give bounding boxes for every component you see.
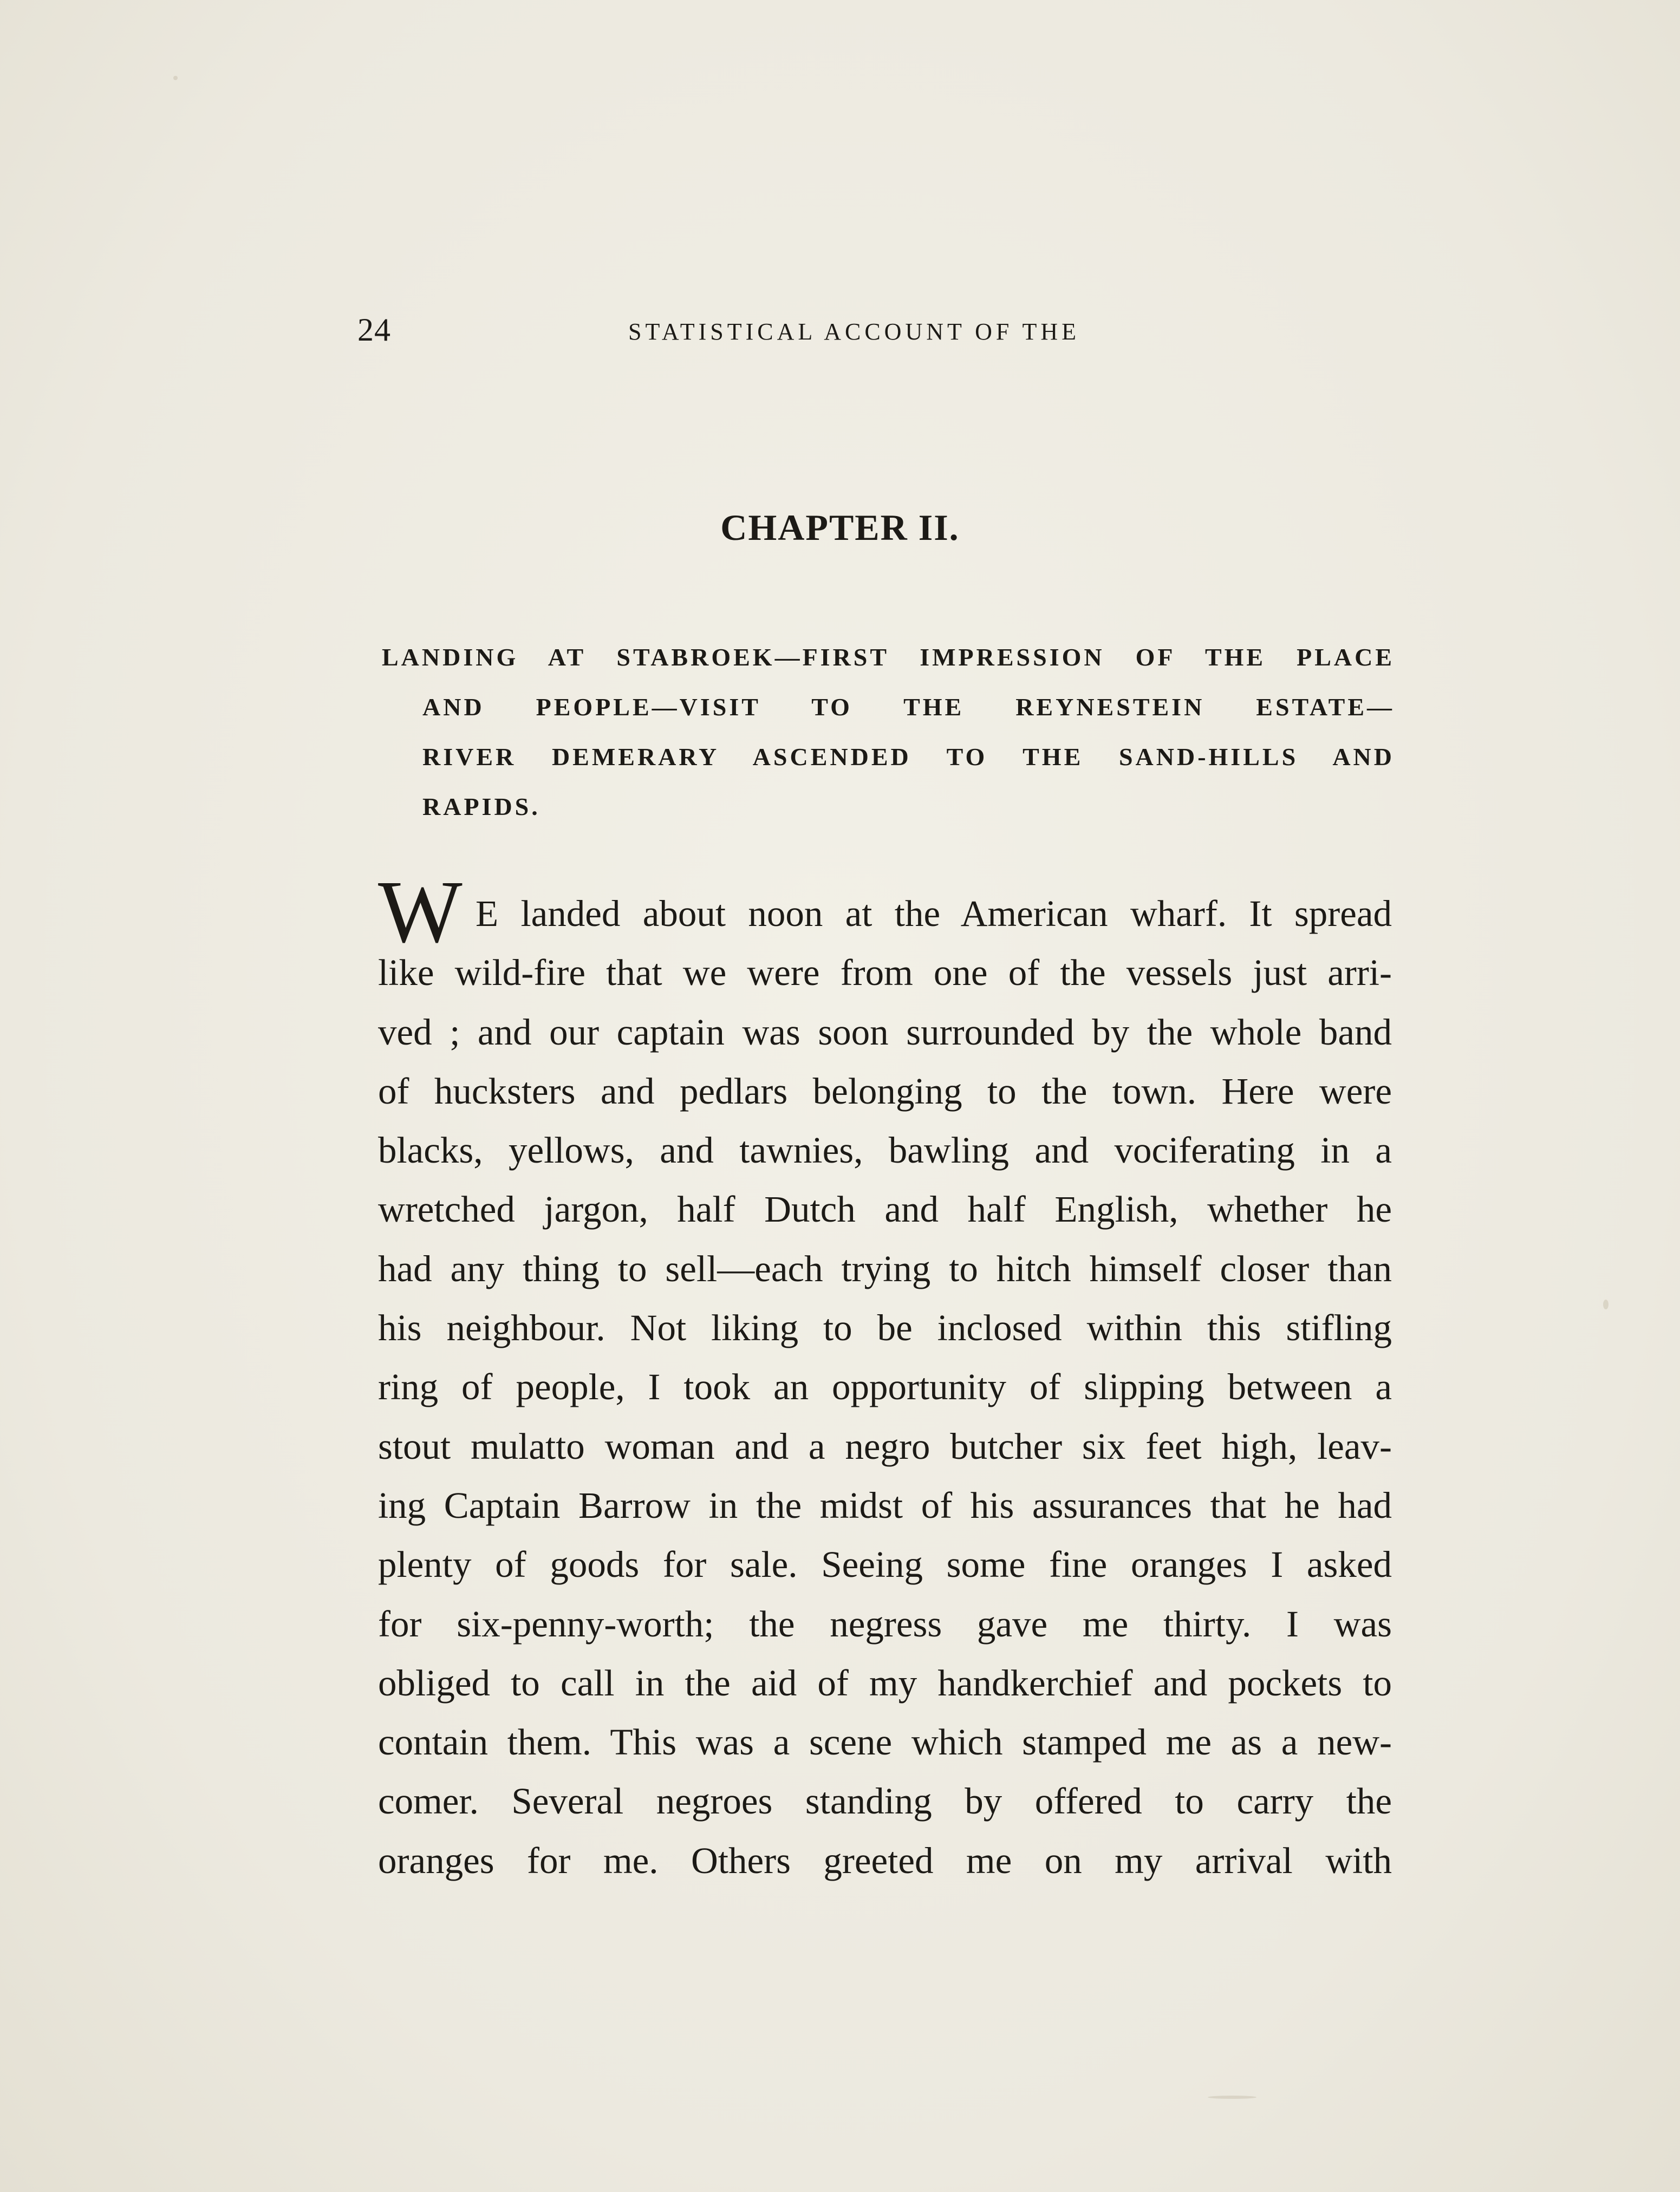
text-line: comer. Several negroes standing by offered to carry the [378, 1780, 1392, 1822]
text-line: blacks, yellows, and tawnies, bawling and vociferating in a [378, 1130, 1392, 1171]
page-number: 24 [357, 312, 391, 348]
text-line: contain them. This was a scene which stamped me as a new- [378, 1721, 1392, 1763]
text-line: E landed about noon at the American wharf. It spread [476, 893, 1392, 934]
drop-cap: W [378, 862, 463, 961]
chapter-summary-line: RIVER DEMERARY ASCENDED TO THE SAND-HILLS AND [422, 743, 1395, 771]
chapter-summary-line: AND PEOPLE—VISIT TO THE REYNESTEIN ESTATE— [422, 693, 1395, 721]
running-head: STATISTICAL ACCOUNT OF THE [628, 318, 1080, 345]
text-line: ved ; and our captain was soon surrounded by the whole band [378, 1011, 1392, 1053]
text-line: stout mulatto woman and a negro butcher six feet high, leav- [378, 1425, 1392, 1467]
text-line: ring of people, I took an opportunity of slipping between a [378, 1366, 1392, 1408]
text-line: his neighbour. Not liking to be inclosed within this stifling [378, 1307, 1392, 1349]
chapter-summary-line: RAPIDS. [422, 793, 541, 820]
text-line: wretched jargon, half Dutch and half English, whether he [378, 1189, 1392, 1230]
text-line: for six-penny-worth; the negress gave me thirty. I was [378, 1603, 1392, 1645]
text-line: had any thing to sell—each trying to hitch himself closer than [378, 1248, 1392, 1289]
chapter-summary [382, 632, 1395, 832]
paper-spot [1208, 2096, 1256, 2099]
text-line: of hucksters and pedlars belonging to the town. Here were [378, 1070, 1392, 1112]
text-line: oranges for me. Others greeted me on my arrival with [378, 1839, 1392, 1881]
text-line: obliged to call in the aid of my handkerchief and pockets to [378, 1662, 1392, 1704]
chapter-title: CHAPTER II. [720, 507, 960, 548]
text-line: plenty of goods for sale. Seeing some fine oranges I asked [378, 1544, 1392, 1586]
text-line: ing Captain Barrow in the midst of his assurances that he had [378, 1484, 1392, 1526]
paper-spot [173, 76, 178, 80]
body-text [378, 862, 1392, 1890]
paper-spot [1603, 1300, 1609, 1309]
page-header [0, 311, 1680, 355]
text-line: like wild-fire that we were from one of the vessels just arri- [378, 952, 1392, 994]
chapter-summary-line: LANDING AT STABROEK—FIRST IMPRESSION OF THE PLACE [382, 643, 1395, 671]
